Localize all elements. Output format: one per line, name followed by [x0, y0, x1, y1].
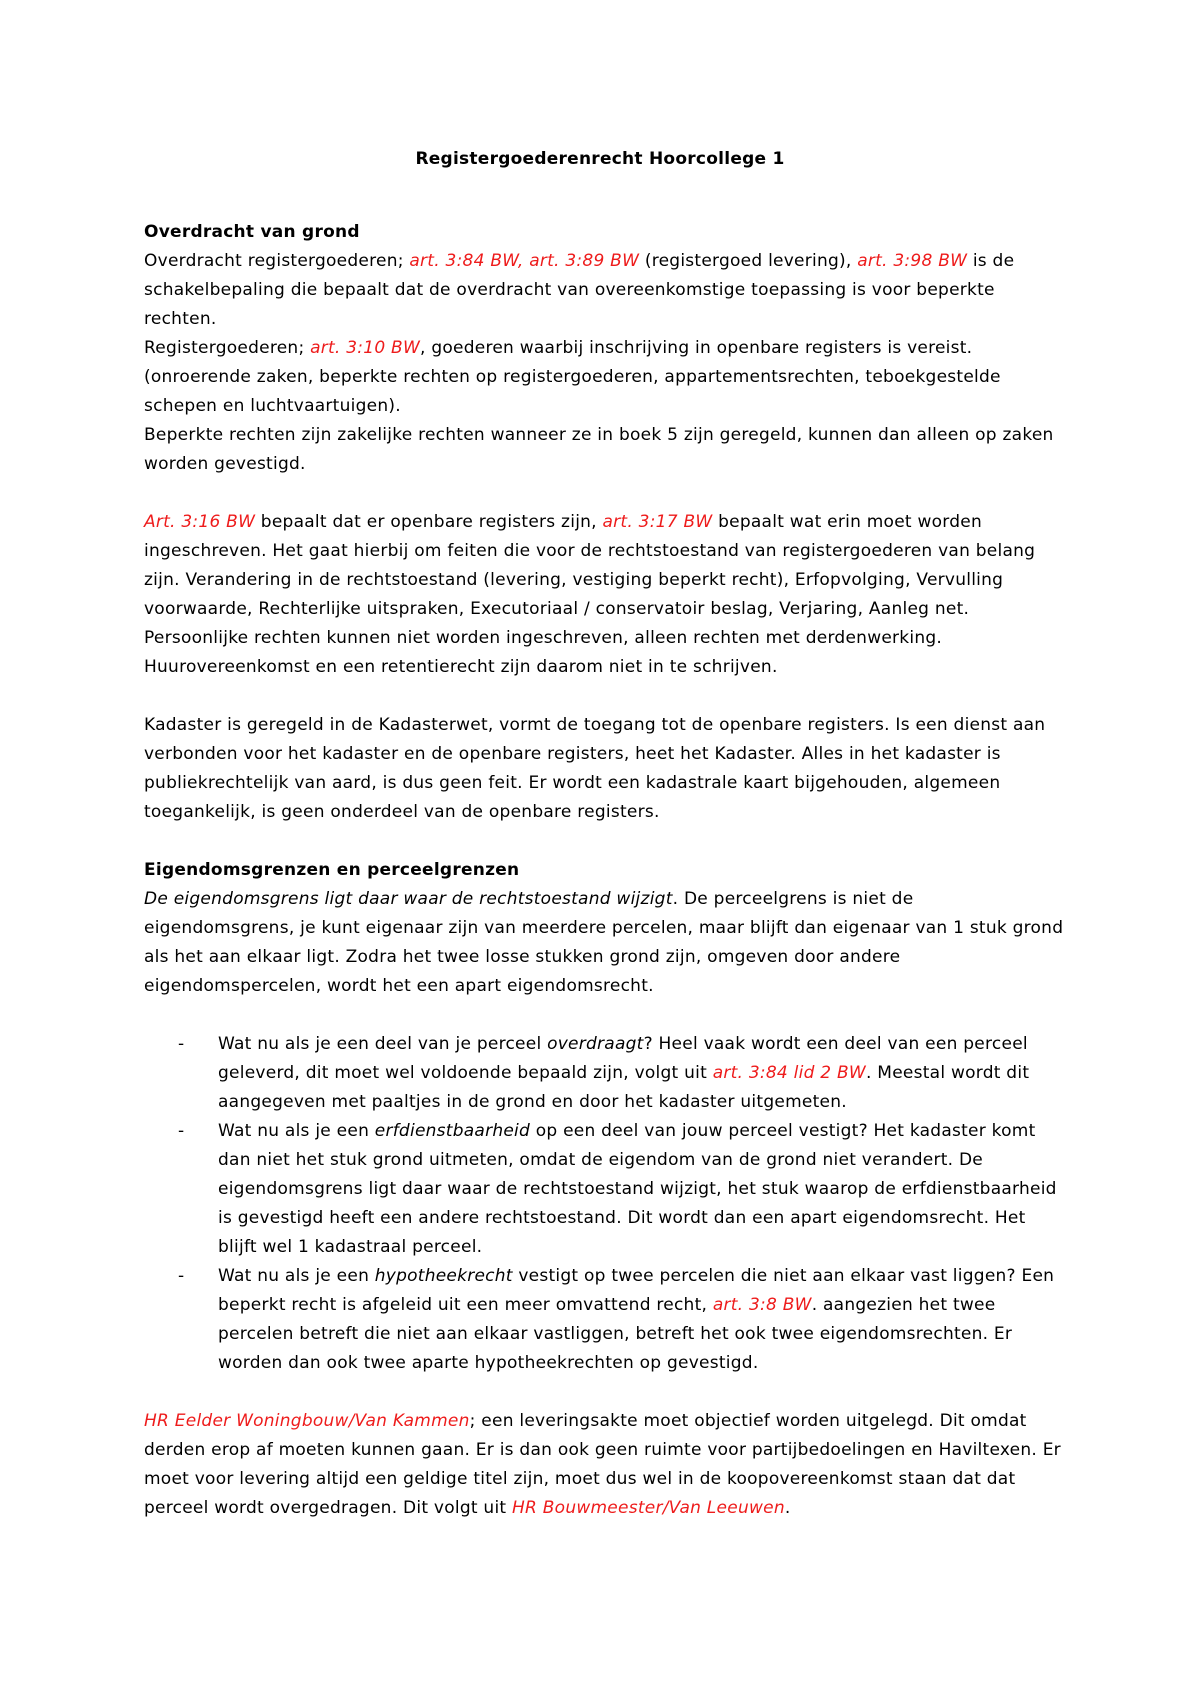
text: .	[784, 1498, 791, 1518]
document-title: Registergoederenrecht Hoorcollege 1	[415, 149, 785, 169]
italic-text: hypotheekrecht	[374, 1266, 513, 1286]
italic-text: De eigendomsgrens ligt daar waar de rechtstoestand wijzigt	[144, 889, 673, 909]
text: vestigt op twee percelen die niet aan elkaar vast liggen? Een beperkt recht is afgeleid uit een meer omvattend recht,	[218, 1266, 1055, 1315]
text: Registergoederen;	[144, 338, 311, 358]
text: bepaalt wat erin moet worden ingeschreven. Het gaat hierbij om feiten die voor de rechtstoestand van registergoederen van belang zijn. Verandering in de rechtstoestand (levering, vestiging beperkt recht), Erfopvolging, Vervulling voorwaarde, Rechterlijke uitspraken, Executoriaal / conservatoir beslag, Verjaring, Aanleg net. Persoonlijke rechten kunnen niet worden ingeschreven, alleen rechten met derdenwerking. Huurovereenkomst en een retentierecht zijn daarom niet in te schrijven.	[144, 512, 1036, 677]
text: , goederen waarbij inschrijving in openbare registers is vereist. (onroerende zaken, beperkte rechten op registergoederen, appartementsrechten, teboekgestelde schepen en luchtvaartuigen).	[144, 338, 1001, 416]
paragraph-eigendomsgrens	[144, 885, 1064, 1001]
text: . Meestal wordt dit aangegeven met paaltjes in de grond en door het kadaster uitgemeten.	[218, 1063, 1030, 1112]
text: is de schakelbepaling die bepaalt dat de overdracht van overeenkomstige toepassing is voor beperkte rechten.	[144, 251, 1015, 329]
legal-reference: art. 3:84 BW, art. 3:89 BW	[409, 251, 640, 271]
paragraph-beperkte-rechten: Beperkte rechten zijn zakelijke rechten wanneer ze in boek 5 zijn geregeld, kunnen dan alleen op zaken worden gevestigd.	[144, 425, 1054, 474]
list-item	[218, 1117, 1064, 1262]
paragraph-overdracht-registergoederen	[144, 247, 1064, 334]
case-reference: HR Bouwmeester/Van Leeuwen	[512, 1498, 785, 1518]
legal-reference: art. 3:10 BW	[310, 338, 421, 358]
case-reference: HR Eelder Woningbouw/Van Kammen	[144, 1411, 470, 1431]
paragraph-case-law	[144, 1407, 1064, 1523]
paragraph-kadaster: Kadaster is geregeld in de Kadasterwet, vormt de toegang tot de openbare registers. Is een dienst aan verbonden voor het kadaster en de openbare registers, heet het Kadaster. Alles in het kadaster is publiekrechtelijk van aard, is dus geen feit. Er wordt een kadastrale kaart bijgehouden, algemeen toegankelijk, is geen onderdeel van de openbare registers.	[144, 715, 1046, 822]
legal-reference: art. 3:84 lid 2 BW	[712, 1063, 866, 1083]
text: op een deel van jouw perceel vestigt? Het kadaster komt dan niet het stuk grond uitmeten, omdat de eigendom van de grond niet verandert. De eigendomsgrens ligt daar waar de rechtstoestand wijzigt, het stuk waarop de erfdienstbaarheid is gevestigd heeft een andere rechtstoestand. Dit wordt dan een apart eigendomsrecht. Het blijft wel 1 kadastraal perceel.	[218, 1121, 1057, 1257]
text: Wat nu als je een	[218, 1121, 375, 1141]
list-item	[218, 1030, 1064, 1117]
legal-reference: art. 3:8 BW	[712, 1295, 812, 1315]
section-heading-overdracht: Overdracht van grond	[144, 222, 360, 242]
text: . De perceelgrens is niet de eigendomsgrens, je kunt eigenaar zijn van meerdere percelen, maar blijft dan eigenaar van 1 stuk grond als het aan elkaar ligt. Zodra het twee losse stukken grond zijn, omgeven door andere eigendomspercelen, wordt het een apart eigendomsrecht.	[144, 889, 1064, 996]
spacer	[144, 682, 1064, 711]
spacer	[144, 1001, 1064, 1030]
spacer	[144, 479, 1064, 508]
dash-list	[144, 1030, 1064, 1378]
text: ? Heel vaak wordt een deel van een perceel geleverd, dit moet wel voldoende bepaald zijn, volgt uit	[218, 1034, 1028, 1083]
spacer	[144, 1378, 1064, 1407]
section-heading-eigendomsgrenzen: Eigendomsgrenzen en perceelgrenzen	[144, 860, 520, 880]
italic-text: erfdienstbaarheid	[374, 1121, 531, 1141]
list-item	[218, 1262, 1064, 1378]
text: . aangezien het twee percelen betreft die niet aan elkaar vastliggen, betreft het ook twee eigendomsrechten. Er worden dan ook twee aparte hypotheekrechten op gevestigd.	[218, 1295, 1013, 1373]
text: Wat nu als je een	[218, 1266, 375, 1286]
document-body	[144, 218, 1064, 1523]
text: (registergoed levering),	[639, 251, 858, 271]
text: bepaalt dat er openbare registers zijn,	[255, 512, 603, 532]
legal-reference: art. 3:98 BW	[857, 251, 968, 271]
italic-text: overdraagt	[547, 1034, 644, 1054]
text: Wat nu als je een deel van je perceel	[218, 1034, 548, 1054]
spacer	[144, 827, 1064, 856]
paragraph-registergoederen	[144, 334, 1064, 421]
text: ; een leveringsakte moet objectief worden uitgelegd. Dit omdat derden erop af moeten kunnen gaan. Er is dan ook geen ruimte voor partijbedoelingen en Haviltexen. Er moet voor levering altijd een geldige titel zijn, moet dus wel in de koopovereenkomst staan dat dat perceel wordt overgedragen. Dit volgt uit	[144, 1411, 1061, 1518]
paragraph-openbare-registers	[144, 508, 1064, 682]
legal-reference: Art. 3:16 BW	[144, 512, 256, 532]
legal-reference: art. 3:17 BW	[602, 512, 713, 532]
text: Overdracht registergoederen;	[144, 251, 410, 271]
